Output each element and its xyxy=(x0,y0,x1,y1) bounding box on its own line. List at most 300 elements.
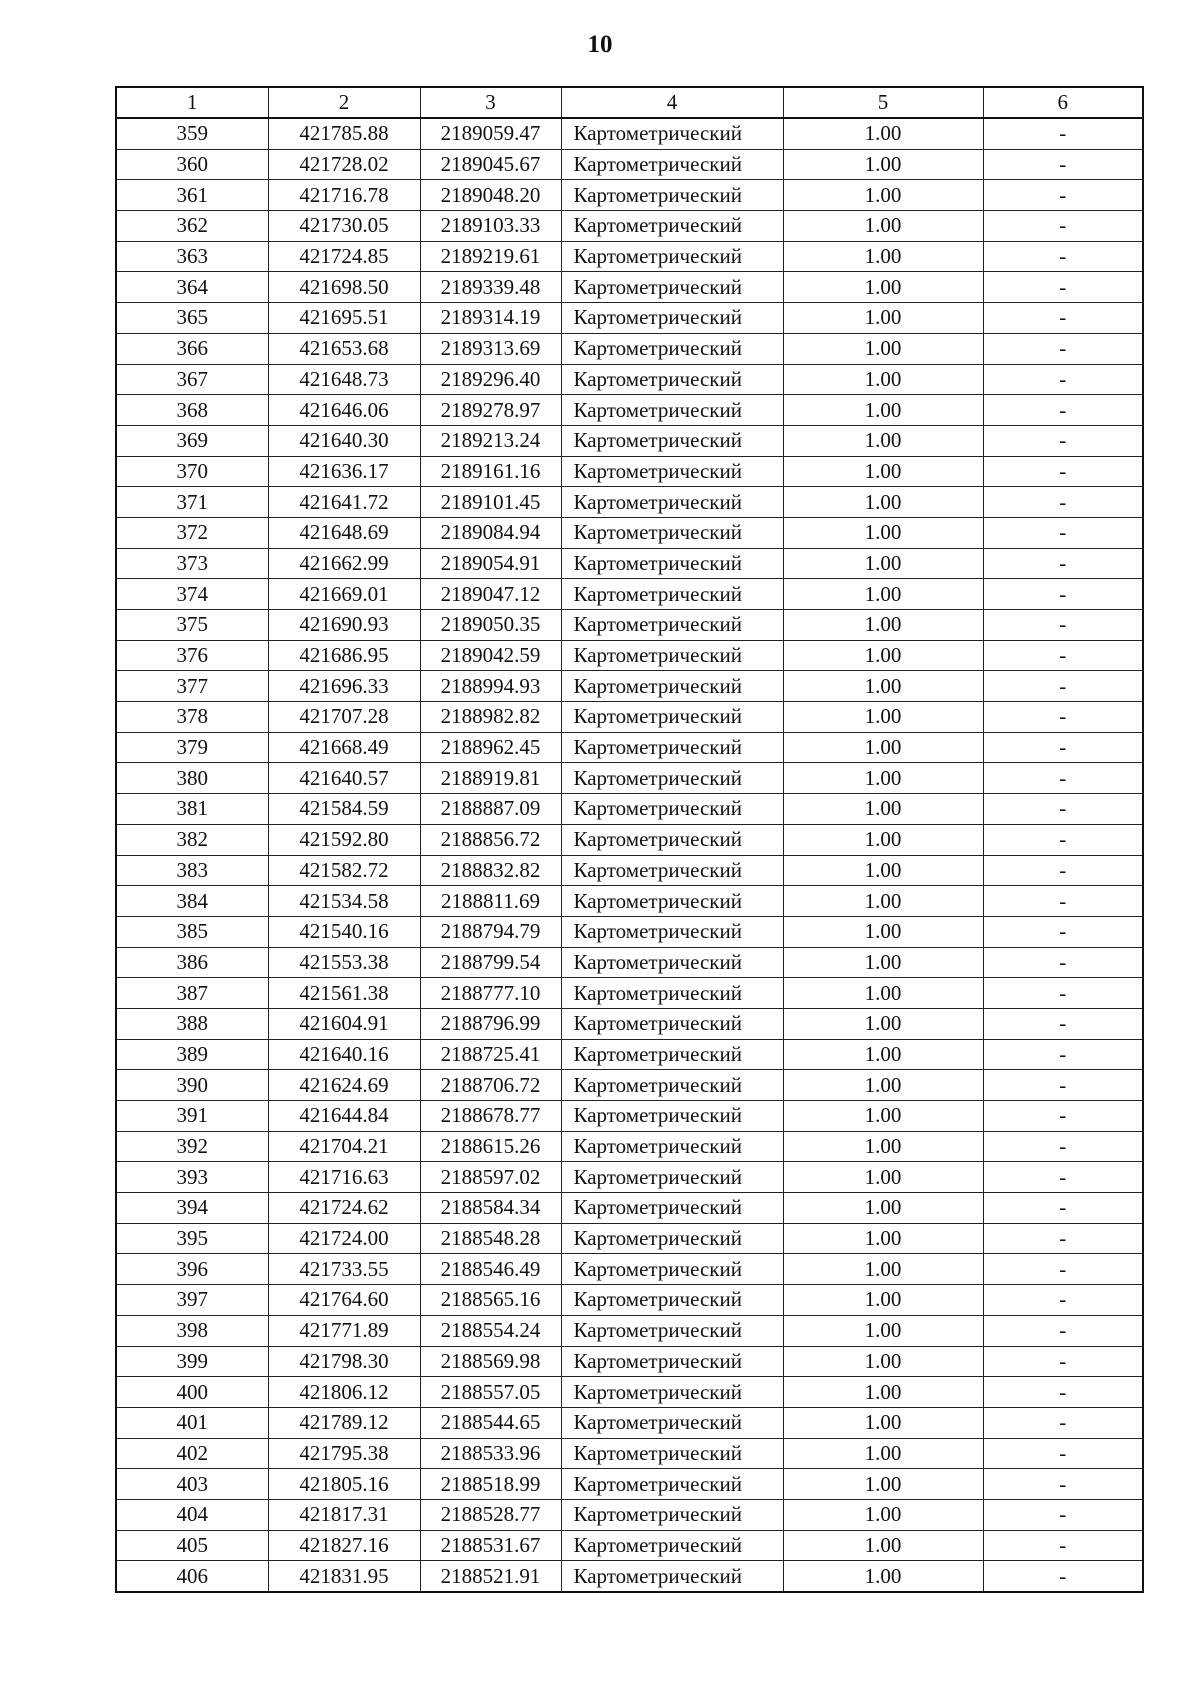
table-row xyxy=(116,1223,1143,1254)
table-row xyxy=(116,1469,1143,1500)
table-header xyxy=(116,87,1143,118)
cell-point-number: 382 xyxy=(116,824,268,855)
cell-description: - xyxy=(983,1377,1143,1408)
cell-accuracy: 1.00 xyxy=(783,1469,983,1500)
cell-accuracy: 1.00 xyxy=(783,211,983,242)
cell-description: - xyxy=(983,978,1143,1009)
cell-y: 2188546.49 xyxy=(420,1254,561,1285)
cell-description: - xyxy=(983,548,1143,579)
cell-x: 421695.51 xyxy=(268,303,420,334)
cell-point-number: 377 xyxy=(116,671,268,702)
cell-point-number: 403 xyxy=(116,1469,268,1500)
table-row xyxy=(116,487,1143,518)
cell-point-number: 359 xyxy=(116,118,268,149)
cell-accuracy: 1.00 xyxy=(783,548,983,579)
table-row xyxy=(116,1039,1143,1070)
cell-y: 2189219.61 xyxy=(420,241,561,272)
table-row xyxy=(116,1315,1143,1346)
cell-x: 421641.72 xyxy=(268,487,420,518)
cell-x: 421724.62 xyxy=(268,1193,420,1224)
cell-accuracy: 1.00 xyxy=(783,1407,983,1438)
cell-x: 421648.69 xyxy=(268,517,420,548)
cell-accuracy: 1.00 xyxy=(783,180,983,211)
column-header-accuracy: 5 xyxy=(783,87,983,118)
cell-point-number: 392 xyxy=(116,1131,268,1162)
cell-point-number: 400 xyxy=(116,1377,268,1408)
cell-description: - xyxy=(983,1469,1143,1500)
cell-accuracy: 1.00 xyxy=(783,487,983,518)
cell-method: Картометрический xyxy=(561,211,783,242)
cell-y: 2188982.82 xyxy=(420,702,561,733)
cell-y: 2188533.96 xyxy=(420,1438,561,1469)
cell-point-number: 398 xyxy=(116,1315,268,1346)
cell-point-number: 373 xyxy=(116,548,268,579)
cell-description: - xyxy=(983,1039,1143,1070)
cell-point-number: 385 xyxy=(116,916,268,947)
cell-point-number: 368 xyxy=(116,395,268,426)
cell-point-number: 363 xyxy=(116,241,268,272)
table-row xyxy=(116,1131,1143,1162)
cell-method: Картометрический xyxy=(561,1346,783,1377)
cell-x: 421817.31 xyxy=(268,1499,420,1530)
table-row xyxy=(116,763,1143,794)
cell-y: 2188565.16 xyxy=(420,1285,561,1316)
cell-method: Картометрический xyxy=(561,1070,783,1101)
cell-x: 421653.68 xyxy=(268,333,420,364)
cell-description: - xyxy=(983,702,1143,733)
cell-point-number: 379 xyxy=(116,732,268,763)
cell-method: Картометрический xyxy=(561,1285,783,1316)
cell-method: Картометрический xyxy=(561,118,783,149)
cell-y: 2188994.93 xyxy=(420,671,561,702)
cell-description: - xyxy=(983,1254,1143,1285)
cell-x: 421827.16 xyxy=(268,1530,420,1561)
cell-accuracy: 1.00 xyxy=(783,149,983,180)
cell-x: 421728.02 xyxy=(268,149,420,180)
cell-method: Картометрический xyxy=(561,1101,783,1132)
cell-point-number: 366 xyxy=(116,333,268,364)
cell-accuracy: 1.00 xyxy=(783,732,983,763)
cell-y: 2188557.05 xyxy=(420,1377,561,1408)
cell-x: 421584.59 xyxy=(268,794,420,825)
cell-x: 421696.33 xyxy=(268,671,420,702)
cell-description: - xyxy=(983,241,1143,272)
cell-point-number: 380 xyxy=(116,763,268,794)
cell-accuracy: 1.00 xyxy=(783,610,983,641)
cell-accuracy: 1.00 xyxy=(783,364,983,395)
column-header-y: 3 xyxy=(420,87,561,118)
table-row xyxy=(116,149,1143,180)
cell-accuracy: 1.00 xyxy=(783,794,983,825)
table-row xyxy=(116,824,1143,855)
cell-description: - xyxy=(983,640,1143,671)
cell-method: Картометрический xyxy=(561,1039,783,1070)
cell-x: 421646.06 xyxy=(268,395,420,426)
table-row xyxy=(116,272,1143,303)
cell-y: 2189213.24 xyxy=(420,425,561,456)
cell-point-number: 381 xyxy=(116,794,268,825)
cell-description: - xyxy=(983,1561,1143,1592)
cell-x: 421592.80 xyxy=(268,824,420,855)
cell-point-number: 365 xyxy=(116,303,268,334)
cell-description: - xyxy=(983,149,1143,180)
column-header-description: 6 xyxy=(983,87,1143,118)
cell-y: 2189048.20 xyxy=(420,180,561,211)
cell-method: Картометрический xyxy=(561,763,783,794)
cell-accuracy: 1.00 xyxy=(783,1499,983,1530)
cell-x: 421669.01 xyxy=(268,579,420,610)
cell-point-number: 397 xyxy=(116,1285,268,1316)
cell-x: 421707.28 xyxy=(268,702,420,733)
cell-y: 2189059.47 xyxy=(420,118,561,149)
cell-x: 421540.16 xyxy=(268,916,420,947)
cell-point-number: 391 xyxy=(116,1101,268,1132)
header-row xyxy=(116,87,1143,118)
cell-x: 421644.84 xyxy=(268,1101,420,1132)
cell-accuracy: 1.00 xyxy=(783,1162,983,1193)
cell-point-number: 378 xyxy=(116,702,268,733)
table-row xyxy=(116,1008,1143,1039)
cell-method: Картометрический xyxy=(561,1193,783,1224)
cell-method: Картометрический xyxy=(561,978,783,1009)
cell-point-number: 387 xyxy=(116,978,268,1009)
table-row xyxy=(116,1254,1143,1285)
cell-accuracy: 1.00 xyxy=(783,333,983,364)
cell-accuracy: 1.00 xyxy=(783,1377,983,1408)
cell-accuracy: 1.00 xyxy=(783,1193,983,1224)
cell-x: 421724.85 xyxy=(268,241,420,272)
cell-y: 2189313.69 xyxy=(420,333,561,364)
cell-description: - xyxy=(983,671,1143,702)
cell-description: - xyxy=(983,947,1143,978)
cell-description: - xyxy=(983,1438,1143,1469)
cell-point-number: 367 xyxy=(116,364,268,395)
cell-method: Картометрический xyxy=(561,241,783,272)
cell-x: 421686.95 xyxy=(268,640,420,671)
cell-y: 2189050.35 xyxy=(420,610,561,641)
cell-y: 2189045.67 xyxy=(420,149,561,180)
cell-description: - xyxy=(983,763,1143,794)
cell-y: 2188528.77 xyxy=(420,1499,561,1530)
table-row xyxy=(116,333,1143,364)
cell-y: 2189101.45 xyxy=(420,487,561,518)
cell-accuracy: 1.00 xyxy=(783,1438,983,1469)
cell-x: 421690.93 xyxy=(268,610,420,641)
cell-point-number: 370 xyxy=(116,456,268,487)
table-row xyxy=(116,794,1143,825)
cell-description: - xyxy=(983,1193,1143,1224)
table-row xyxy=(116,118,1143,149)
table-row xyxy=(116,303,1143,334)
table-row xyxy=(116,702,1143,733)
cell-y: 2189161.16 xyxy=(420,456,561,487)
cell-method: Картометрический xyxy=(561,395,783,426)
cell-description: - xyxy=(983,118,1143,149)
cell-y: 2188811.69 xyxy=(420,886,561,917)
cell-method: Картометрический xyxy=(561,794,783,825)
cell-description: - xyxy=(983,272,1143,303)
cell-point-number: 401 xyxy=(116,1407,268,1438)
cell-method: Картометрический xyxy=(561,610,783,641)
column-header-x: 2 xyxy=(268,87,420,118)
cell-x: 421806.12 xyxy=(268,1377,420,1408)
cell-y: 2188544.65 xyxy=(420,1407,561,1438)
cell-method: Картометрический xyxy=(561,1407,783,1438)
cell-x: 421640.16 xyxy=(268,1039,420,1070)
cell-y: 2188796.99 xyxy=(420,1008,561,1039)
cell-accuracy: 1.00 xyxy=(783,640,983,671)
cell-point-number: 402 xyxy=(116,1438,268,1469)
cell-description: - xyxy=(983,579,1143,610)
cell-description: - xyxy=(983,1346,1143,1377)
cell-method: Картометрический xyxy=(561,671,783,702)
table-row xyxy=(116,241,1143,272)
cell-point-number: 399 xyxy=(116,1346,268,1377)
table-row xyxy=(116,947,1143,978)
cell-point-number: 384 xyxy=(116,886,268,917)
page-number: 10 xyxy=(587,31,613,58)
cell-y: 2188887.09 xyxy=(420,794,561,825)
cell-y: 2188799.54 xyxy=(420,947,561,978)
cell-accuracy: 1.00 xyxy=(783,763,983,794)
cell-description: - xyxy=(983,1407,1143,1438)
cell-description: - xyxy=(983,1101,1143,1132)
cell-y: 2189042.59 xyxy=(420,640,561,671)
cell-method: Картометрический xyxy=(561,1530,783,1561)
cell-y: 2189084.94 xyxy=(420,517,561,548)
cell-point-number: 371 xyxy=(116,487,268,518)
cell-point-number: 394 xyxy=(116,1193,268,1224)
cell-point-number: 386 xyxy=(116,947,268,978)
cell-description: - xyxy=(983,1162,1143,1193)
cell-method: Картометрический xyxy=(561,1469,783,1500)
cell-y: 2188856.72 xyxy=(420,824,561,855)
cell-description: - xyxy=(983,395,1143,426)
cell-method: Картометрический xyxy=(561,1162,783,1193)
cell-method: Картометрический xyxy=(561,1561,783,1592)
cell-accuracy: 1.00 xyxy=(783,395,983,426)
table-row xyxy=(116,1561,1143,1592)
column-header-method: 4 xyxy=(561,87,783,118)
cell-method: Картометрический xyxy=(561,149,783,180)
cell-y: 2188554.24 xyxy=(420,1315,561,1346)
cell-description: - xyxy=(983,425,1143,456)
cell-y: 2188725.41 xyxy=(420,1039,561,1070)
cell-method: Картометрический xyxy=(561,487,783,518)
cell-method: Картометрический xyxy=(561,579,783,610)
cell-description: - xyxy=(983,1070,1143,1101)
cell-accuracy: 1.00 xyxy=(783,118,983,149)
cell-point-number: 360 xyxy=(116,149,268,180)
table-row xyxy=(116,548,1143,579)
cell-y: 2188597.02 xyxy=(420,1162,561,1193)
cell-point-number: 369 xyxy=(116,425,268,456)
cell-y: 2189339.48 xyxy=(420,272,561,303)
cell-point-number: 376 xyxy=(116,640,268,671)
cell-method: Картометрический xyxy=(561,1008,783,1039)
cell-x: 421561.38 xyxy=(268,978,420,1009)
cell-method: Картометрический xyxy=(561,640,783,671)
cell-accuracy: 1.00 xyxy=(783,1346,983,1377)
cell-description: - xyxy=(983,333,1143,364)
cell-method: Картометрический xyxy=(561,1438,783,1469)
table-row xyxy=(116,1193,1143,1224)
cell-description: - xyxy=(983,1499,1143,1530)
table-row xyxy=(116,1530,1143,1561)
table-row xyxy=(116,425,1143,456)
cell-y: 2188678.77 xyxy=(420,1101,561,1132)
table-row xyxy=(116,180,1143,211)
cell-accuracy: 1.00 xyxy=(783,241,983,272)
table-row xyxy=(116,671,1143,702)
cell-method: Картометрический xyxy=(561,333,783,364)
cell-accuracy: 1.00 xyxy=(783,456,983,487)
cell-description: - xyxy=(983,1530,1143,1561)
table-row xyxy=(116,517,1143,548)
cell-accuracy: 1.00 xyxy=(783,517,983,548)
cell-description: - xyxy=(983,855,1143,886)
cell-point-number: 393 xyxy=(116,1162,268,1193)
cell-accuracy: 1.00 xyxy=(783,886,983,917)
cell-accuracy: 1.00 xyxy=(783,1223,983,1254)
cell-point-number: 364 xyxy=(116,272,268,303)
cell-point-number: 383 xyxy=(116,855,268,886)
column-header-point-number: 1 xyxy=(116,87,268,118)
cell-accuracy: 1.00 xyxy=(783,1561,983,1592)
cell-accuracy: 1.00 xyxy=(783,702,983,733)
cell-description: - xyxy=(983,732,1143,763)
table-row xyxy=(116,1101,1143,1132)
cell-method: Картометрический xyxy=(561,886,783,917)
cell-accuracy: 1.00 xyxy=(783,1285,983,1316)
cell-accuracy: 1.00 xyxy=(783,671,983,702)
cell-description: - xyxy=(983,180,1143,211)
cell-y: 2188531.67 xyxy=(420,1530,561,1561)
coordinates-table xyxy=(115,86,1144,1593)
cell-method: Картометрический xyxy=(561,916,783,947)
table-row xyxy=(116,1377,1143,1408)
cell-y: 2188777.10 xyxy=(420,978,561,1009)
cell-method: Картометрический xyxy=(561,425,783,456)
cell-method: Картометрический xyxy=(561,824,783,855)
table-row xyxy=(116,610,1143,641)
table-row xyxy=(116,732,1143,763)
table-row xyxy=(116,1162,1143,1193)
cell-x: 421636.17 xyxy=(268,456,420,487)
table-row xyxy=(116,1407,1143,1438)
cell-y: 2188706.72 xyxy=(420,1070,561,1101)
cell-accuracy: 1.00 xyxy=(783,303,983,334)
cell-method: Картометрический xyxy=(561,1377,783,1408)
cell-method: Картометрический xyxy=(561,947,783,978)
cell-point-number: 405 xyxy=(116,1530,268,1561)
table-row xyxy=(116,1070,1143,1101)
cell-description: - xyxy=(983,1008,1143,1039)
cell-y: 2189296.40 xyxy=(420,364,561,395)
cell-accuracy: 1.00 xyxy=(783,1131,983,1162)
cell-x: 421789.12 xyxy=(268,1407,420,1438)
cell-x: 421534.58 xyxy=(268,886,420,917)
cell-y: 2188962.45 xyxy=(420,732,561,763)
cell-method: Картометрический xyxy=(561,732,783,763)
cell-y: 2188548.28 xyxy=(420,1223,561,1254)
cell-x: 421553.38 xyxy=(268,947,420,978)
cell-description: - xyxy=(983,886,1143,917)
cell-y: 2188919.81 xyxy=(420,763,561,794)
table-row xyxy=(116,1499,1143,1530)
cell-point-number: 375 xyxy=(116,610,268,641)
cell-method: Картометрический xyxy=(561,364,783,395)
table-row xyxy=(116,211,1143,242)
cell-accuracy: 1.00 xyxy=(783,1530,983,1561)
table-row xyxy=(116,978,1143,1009)
cell-method: Картометрический xyxy=(561,272,783,303)
cell-point-number: 396 xyxy=(116,1254,268,1285)
cell-method: Картометрический xyxy=(561,702,783,733)
cell-description: - xyxy=(983,211,1143,242)
cell-method: Картометрический xyxy=(561,517,783,548)
cell-description: - xyxy=(983,303,1143,334)
cell-method: Картометрический xyxy=(561,1254,783,1285)
table-row xyxy=(116,364,1143,395)
cell-point-number: 395 xyxy=(116,1223,268,1254)
cell-description: - xyxy=(983,364,1143,395)
cell-description: - xyxy=(983,517,1143,548)
table-row xyxy=(116,916,1143,947)
cell-point-number: 361 xyxy=(116,180,268,211)
cell-x: 421716.78 xyxy=(268,180,420,211)
cell-accuracy: 1.00 xyxy=(783,855,983,886)
cell-y: 2189278.97 xyxy=(420,395,561,426)
cell-accuracy: 1.00 xyxy=(783,916,983,947)
table-row xyxy=(116,1285,1143,1316)
cell-x: 421698.50 xyxy=(268,272,420,303)
cell-method: Картометрический xyxy=(561,548,783,579)
table-row xyxy=(116,579,1143,610)
cell-x: 421771.89 xyxy=(268,1315,420,1346)
cell-y: 2189047.12 xyxy=(420,579,561,610)
cell-y: 2188521.91 xyxy=(420,1561,561,1592)
cell-x: 421795.38 xyxy=(268,1438,420,1469)
cell-method: Картометрический xyxy=(561,1315,783,1346)
cell-description: - xyxy=(983,456,1143,487)
cell-x: 421668.49 xyxy=(268,732,420,763)
cell-method: Картометрический xyxy=(561,303,783,334)
table-row xyxy=(116,886,1143,917)
cell-x: 421716.63 xyxy=(268,1162,420,1193)
cell-x: 421604.91 xyxy=(268,1008,420,1039)
cell-description: - xyxy=(983,487,1143,518)
cell-method: Картометрический xyxy=(561,180,783,211)
cell-accuracy: 1.00 xyxy=(783,579,983,610)
cell-point-number: 362 xyxy=(116,211,268,242)
cell-x: 421733.55 xyxy=(268,1254,420,1285)
cell-point-number: 404 xyxy=(116,1499,268,1530)
cell-method: Картометрический xyxy=(561,855,783,886)
cell-accuracy: 1.00 xyxy=(783,1315,983,1346)
cell-x: 421805.16 xyxy=(268,1469,420,1500)
cell-x: 421662.99 xyxy=(268,548,420,579)
cell-point-number: 372 xyxy=(116,517,268,548)
cell-x: 421582.72 xyxy=(268,855,420,886)
cell-description: - xyxy=(983,1315,1143,1346)
cell-accuracy: 1.00 xyxy=(783,1039,983,1070)
cell-y: 2189314.19 xyxy=(420,303,561,334)
cell-x: 421624.69 xyxy=(268,1070,420,1101)
table-row xyxy=(116,456,1143,487)
cell-point-number: 388 xyxy=(116,1008,268,1039)
cell-point-number: 389 xyxy=(116,1039,268,1070)
